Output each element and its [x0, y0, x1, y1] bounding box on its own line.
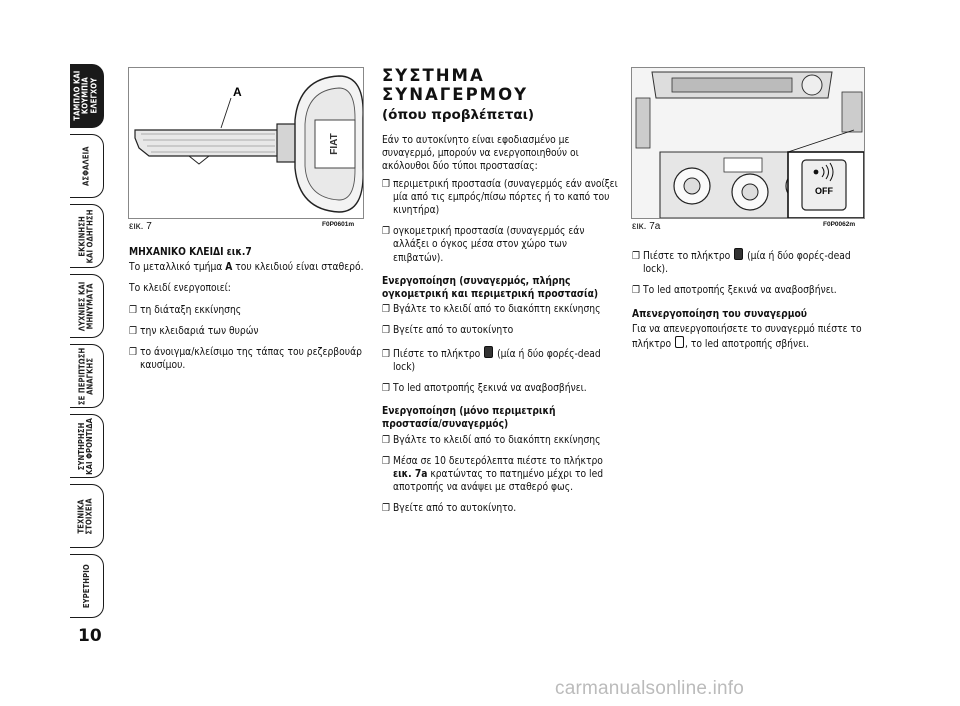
checkbox-bullet-icon: ❐	[382, 434, 391, 446]
list-item: ❐ Βγάλτε το κλειδί από το διακόπτη εκκίνησης	[382, 304, 601, 316]
dashboard-illustration	[632, 68, 865, 219]
checkbox-bullet-icon: ❐	[382, 178, 391, 190]
list-item: ❐ περιμετρική προστασία (συναγερμός εάν ανοίξει μία από τις εμπρός/πίσω πόρτες ή το καπό του κινητήρα)	[382, 178, 618, 217]
list-item: ❐ Το led αποτροπής ξεκινά να αναβοσβήνει.	[632, 285, 837, 297]
figure-caption: εικ. 7	[129, 221, 152, 232]
paragraph: Το κλειδί ενεργοποιεί:	[129, 283, 231, 295]
checkbox-bullet-icon: ❐	[632, 251, 641, 262]
checkbox-bullet-icon: ❐	[382, 348, 391, 360]
section-title: ΣΥΣΤΗΜΑ ΣΥΝΑΓΕΡΜΟΥ	[382, 66, 529, 104]
page-number: 10	[78, 626, 102, 646]
checkbox-bullet-icon: ❐	[382, 383, 391, 395]
section-subtitle: (όπου προβλέπεται)	[382, 107, 535, 123]
paragraph: Για να απενεργοποιήσετε το συναγερμό πιέστε το πλήκτρο , το led αποτροπής σβήνει.	[632, 323, 862, 351]
lock-key-icon	[734, 248, 743, 260]
tab-warning-lights[interactable]: ΛΥΧΝΙΕΣ ΚΑΙ ΜΗΝΥΜΑΤΑ	[70, 274, 104, 338]
list-item: ❐ Μέσα σε 10 δευτερόλεπτα πιέστε το πλήκτρο εικ. 7a κρατώντας το πατημένο μέχρι το led αποτροπής να ανάψει με σταθερό φως.	[382, 455, 604, 494]
tab-maintenance[interactable]: ΣΥΝΤΗΡΗΣΗ ΚΑΙ ΦΡΟΝΤΙΔΑ	[70, 414, 104, 478]
fiat-logo-text: FIAT	[329, 133, 340, 155]
checkbox-bullet-icon: ❐	[382, 455, 391, 467]
subsection-heading: Ενεργοποίηση (μόνο περιμετρική προστασία/συναγερμός)	[382, 406, 556, 431]
watermark: carmanualsonline.info	[555, 678, 745, 699]
list-item: ❐ Το led αποτροπής ξεκινά να αναβοσβήνει.	[382, 383, 587, 395]
checkbox-bullet-icon: ❐	[382, 325, 391, 337]
tab-technical-data[interactable]: ΤΕΧΝΙΚΑ ΣΤΟΙΧΕΙΑ	[70, 484, 104, 548]
checkbox-bullet-icon: ❐	[382, 503, 391, 515]
list-item: ❐ Βγάλτε το κλειδί από το διακόπτη εκκίνησης	[382, 434, 601, 446]
list-item: ❐ ογκομετρική προστασία (συναγερμός εάν αλλάξει ο όγκος μέσα στον χώρο των επιβατών).	[382, 226, 585, 264]
part-label-a: A	[233, 85, 242, 99]
paragraph: Το μεταλλικό τμήμα A του κλειδιού είναι σταθερό.	[129, 262, 364, 274]
column-alarm-continued	[632, 248, 866, 359]
list-item: ❐ το άνοιγμα/κλείσιμο της τάπας του ρεζερβουάρ καυσίμου.	[129, 347, 362, 372]
figure-key	[128, 67, 364, 219]
off-label: OFF	[815, 186, 833, 196]
subsection-heading: Απενεργοποίηση του συναγερμού	[632, 308, 807, 320]
column-mechanical-key	[129, 246, 365, 380]
list-item: ❐ Βγείτε από το αυτοκίνητο	[382, 325, 514, 337]
checkbox-bullet-icon: ❐	[632, 285, 641, 297]
fiat-logo	[315, 120, 355, 168]
key-illustration	[129, 68, 364, 219]
tab-driving[interactable]: ΕΚΚΙΝΗΣΗ ΚΑΙ ΟΔΗΓΗΣΗ	[70, 204, 104, 268]
figure-caption: εικ. 7a	[632, 221, 661, 232]
paragraph: Εάν το αυτοκίνητο είναι εφοδιασμένο με συναγερμό, μπορούν να ενεργοποιηθούν οι ακόλουθοι δύο τύποι προστασίας:	[382, 135, 579, 173]
checkbox-bullet-icon: ❐	[382, 304, 391, 316]
figure-code: F0P0601m	[322, 221, 355, 228]
tab-dashboard[interactable]: ΤΑΜΠΛΟ ΚΑΙ ΚΟΥΜΠΙΑ ΕΛΕΓΧΟΥ	[70, 64, 104, 128]
list-item: ❐ τη διάταξη εκκίνησης	[129, 304, 242, 316]
column-alarm	[382, 66, 618, 524]
checkbox-bullet-icon: ❐	[129, 347, 138, 359]
unlock-key-icon	[675, 336, 684, 348]
figure-dashboard	[631, 67, 865, 219]
alarm-off-button[interactable]	[802, 160, 846, 210]
list-item: ❐ την κλειδαριά των θυρών	[129, 325, 259, 337]
checkbox-bullet-icon: ❐	[129, 325, 138, 337]
lock-key-icon	[484, 346, 493, 358]
list-item: ❐ Πιέστε το πλήκτρο (μία ή δύο φορές-dead lock)	[382, 346, 618, 374]
tab-index[interactable]: ΕΥΡΕΤΗΡΙΟ	[70, 554, 104, 618]
figure-code: F0P0062m	[823, 221, 856, 228]
checkbox-bullet-icon: ❐	[129, 304, 138, 316]
tab-emergency[interactable]: ΣΕ ΠΕΡΙΠΤΩΣΗ ΑΝΑΓΚΗΣ	[70, 344, 104, 408]
list-item: ❐ Βγείτε από το αυτοκίνητο.	[382, 503, 517, 515]
checkbox-bullet-icon: ❐	[382, 226, 391, 238]
tab-safety[interactable]: ΑΣΦΑΛΕΙΑ	[70, 134, 104, 198]
subsection-heading: Ενεργοποίηση (συναγερμός, πλήρης ογκομετρική και περιμετρική προστασία)	[382, 275, 599, 301]
list-item: ❐ Πιέστε το πλήκτρο (μία ή δύο φορές-dead lock).	[632, 248, 866, 276]
section-heading: ΜΗΧΑΝΙΚΟ ΚΛΕΙΔΙ εικ.7	[129, 247, 252, 258]
